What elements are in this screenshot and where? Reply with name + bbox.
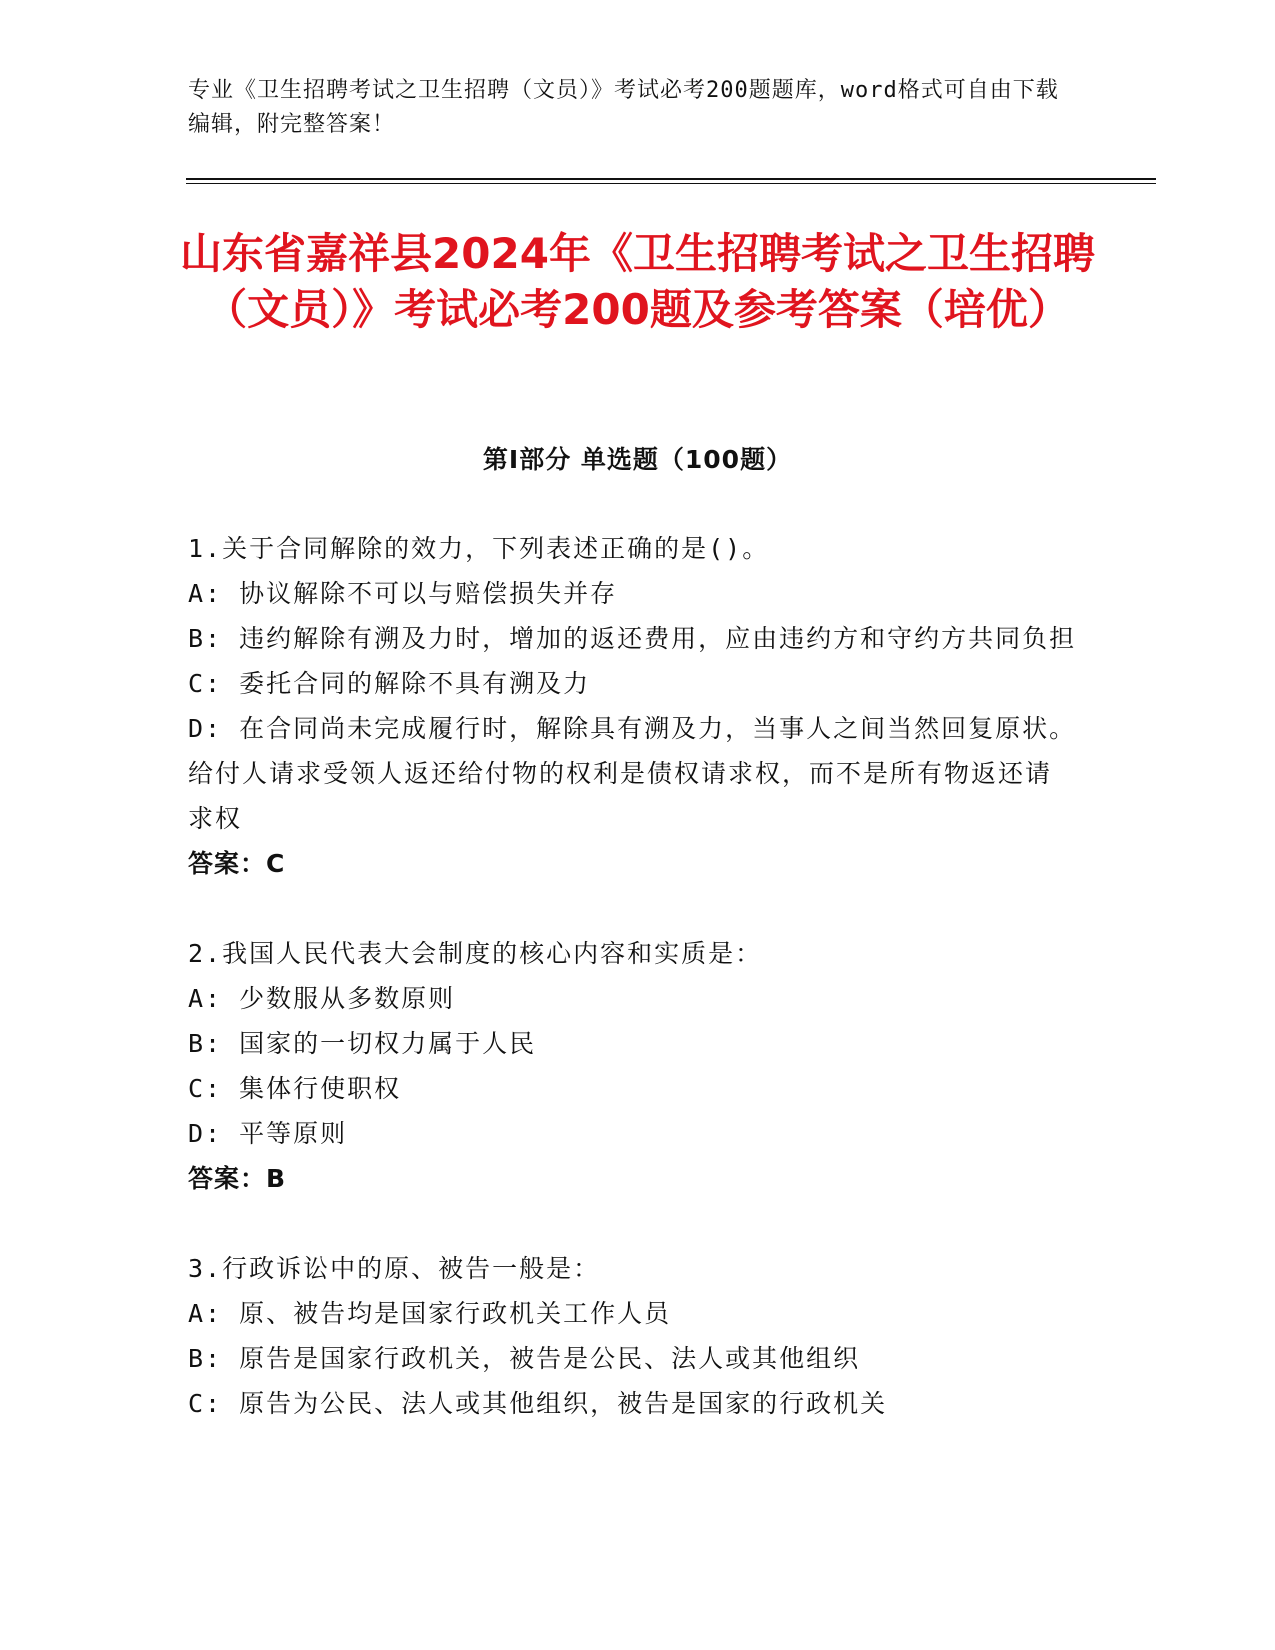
document-title: 山东省嘉祥县2024年《卫生招聘考试之卫生招聘（文员）》考试必考200题及参考答案（培优） — [180, 229, 1095, 334]
header-divider — [186, 178, 1156, 180]
question-1 — [188, 526, 1078, 886]
header-divider-thin — [186, 183, 1156, 184]
header-note: 专业《卫生招聘考试之卫生招聘（文员）》考试必考200题题库，word格式可自由下载编辑，附完整答案！ — [188, 78, 1059, 137]
option-c: C: 集体行使职权 — [188, 1074, 402, 1103]
option-d: D: 平等原则 — [188, 1119, 348, 1148]
answer-label: 答案：B — [188, 1164, 287, 1193]
option-d: D: 在合同尚未完成履行时，解除具有溯及力，当事人之间当然回复原状。给付人请求受领人返还给付物的权利是债权请求权，而不是所有物返还请求权 — [188, 714, 1077, 833]
question-3 — [188, 1246, 1078, 1426]
option-b: B: 违约解除有溯及力时，增加的返还费用，应由违约方和守约方共同负担 — [188, 624, 1077, 653]
section-title: 第Ⅰ部分 单选题（100题） — [482, 445, 793, 474]
question-2 — [188, 931, 1078, 1201]
option-c: C: 原告为公民、法人或其他组织，被告是国家的行政机关 — [188, 1389, 888, 1418]
question-stem: 2.我国人民代表大会制度的核心内容和实质是： — [188, 939, 763, 968]
question-list — [188, 526, 1078, 1471]
option-c: C: 委托合同的解除不具有溯及力 — [188, 669, 591, 698]
question-stem: 3.行政诉讼中的原、被告一般是： — [188, 1254, 601, 1283]
option-a: A: 原、被告均是国家行政机关工作人员 — [188, 1299, 672, 1328]
answer-label: 答案：C — [188, 849, 286, 878]
option-b: B: 原告是国家行政机关，被告是公民、法人或其他组织 — [188, 1344, 861, 1373]
option-b: B: 国家的一切权力属于人民 — [188, 1029, 537, 1058]
option-a: A: 少数服从多数原则 — [188, 984, 456, 1013]
option-a: A: 协议解除不可以与赔偿损失并存 — [188, 579, 618, 608]
question-stem: 1.关于合同解除的效力，下列表述正确的是()。 — [188, 534, 770, 563]
